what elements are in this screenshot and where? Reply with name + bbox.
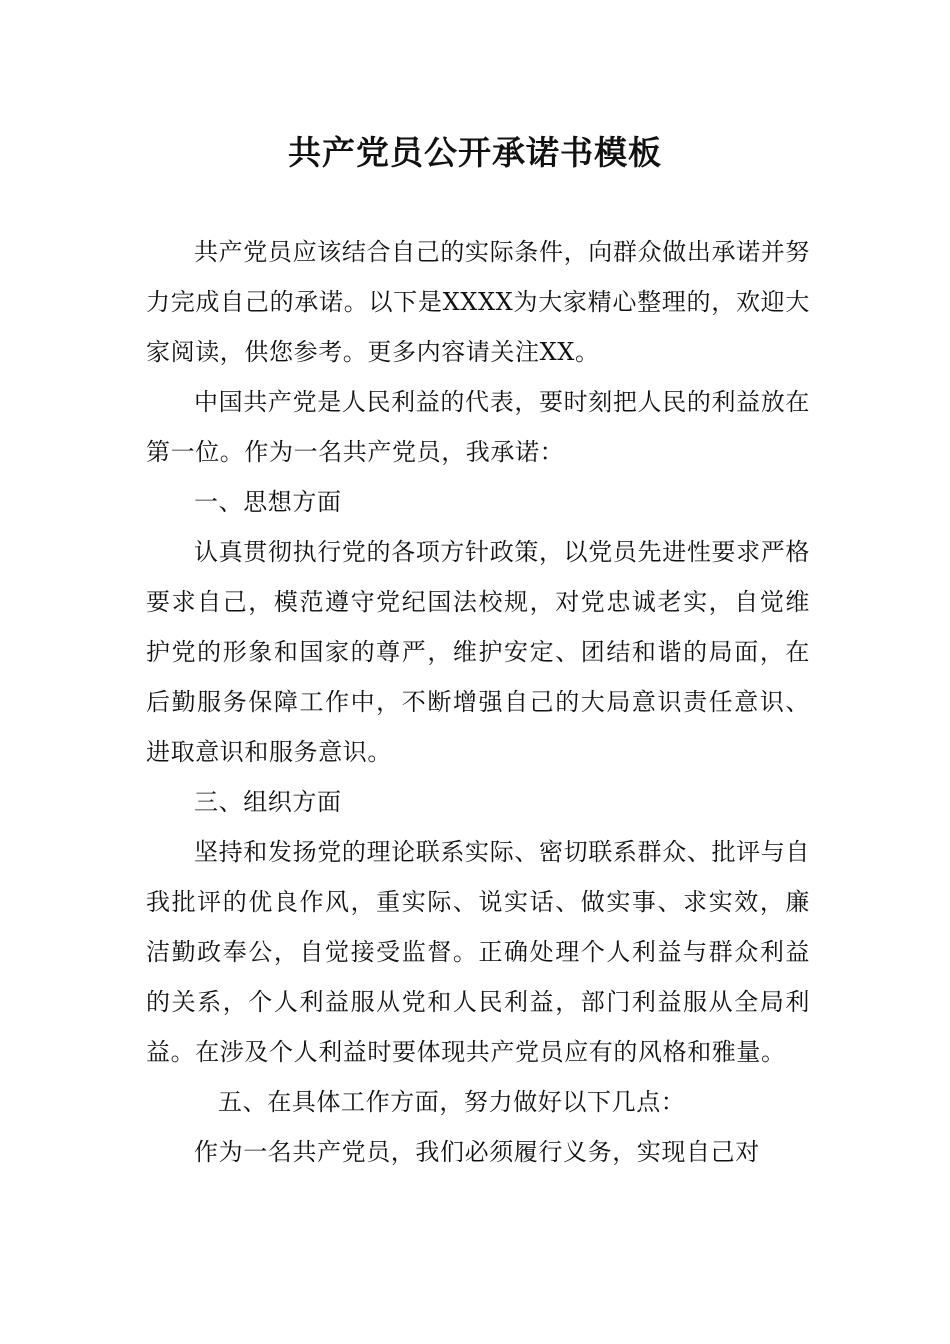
paragraph-commitment: 中国共产党是人民利益的代表，要时刻把人民的利益放在第一位。作为一名共产党员，我承诺：: [146, 388, 810, 466]
document-body: [146, 227, 810, 1177]
paragraph-intro: 共产党员应该结合自己的实际条件，向群众做出承诺并努力完成自己的承诺。以下是XXXX为大家精心整理的，欢迎大家阅读，供您参考。更多内容请关注XX。: [146, 238, 810, 366]
paragraph-work: 作为一名共产党员，我们必须履行义务，实现自己对: [194, 1138, 760, 1166]
section-heading-thought: 一、思想方面: [194, 488, 342, 516]
section-heading-organization: 三、组织方面: [194, 788, 342, 816]
paragraph-thought: 认真贯彻执行党的各项方针政策，以党员先进性要求严格要求自己，模范遵守党纪国法校规，对党忠诚老实，自觉维护党的形象和国家的尊严，维护安定、团结和谐的局面，在后勤服务保障工作中，不断增强自己的大局意识责任意识、进取意识和服务意识。: [146, 538, 810, 766]
paragraph-organization: 坚持和发扬党的理论联系实际、密切联系群众、批评与自我批评的优良作风，重实际、说实话、做实事、求实效，廉洁勤政奉公，自觉接受监督。正确处理个人利益与群众利益的关系，个人利益服从党和人民利益，部门利益服从全局利益。在涉及个人利益时要体现共产党员应有的风格和雅量。: [146, 838, 810, 1066]
document-title: 共产党员公开承诺书模板: [288, 133, 662, 172]
section-heading-work: 五、在具体工作方面，努力做好以下几点：: [218, 1088, 686, 1116]
